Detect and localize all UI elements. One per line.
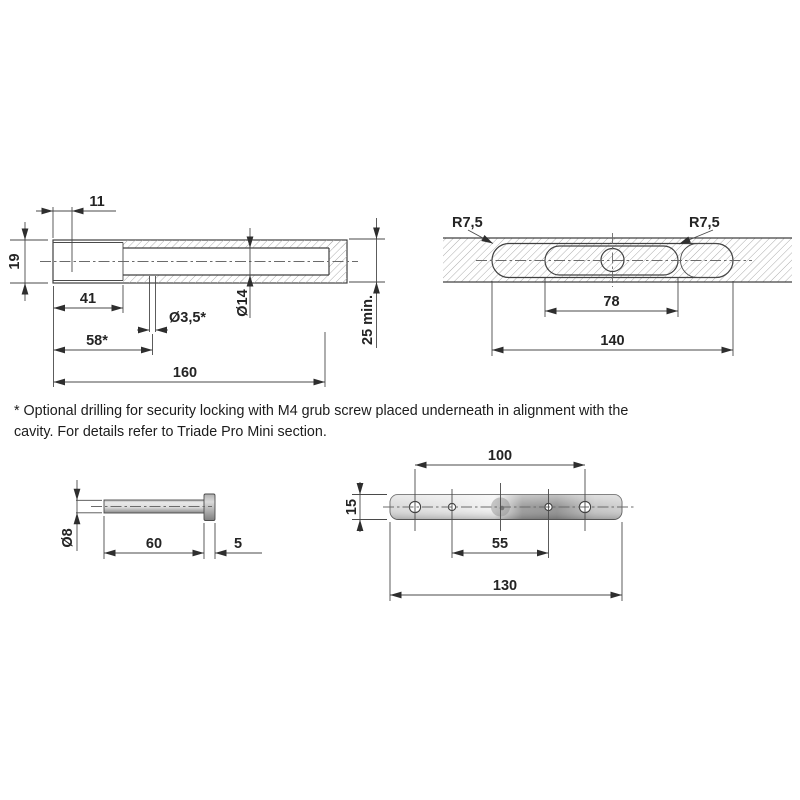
dim-78 — [545, 277, 678, 317]
dim-label-15: 15 — [344, 498, 360, 516]
dim-label-hole-dia: Ø3,5* — [169, 310, 207, 326]
dim-label-25-min: 25 min. — [360, 295, 376, 345]
mounting-plate-view — [344, 448, 634, 601]
dim-15 — [344, 482, 387, 532]
footnote — [14, 401, 628, 442]
pin-head — [204, 494, 215, 521]
dim-label-41: 41 — [79, 291, 97, 307]
dim-label-55: 55 — [491, 536, 509, 552]
dim-11 — [36, 194, 116, 238]
dim-55 — [452, 536, 549, 553]
dim-58 — [54, 333, 153, 355]
footnote-line-1: * Optional drilling for security locking with M4 grub screw placed underneath in alignment with the — [14, 403, 629, 419]
dim-label-160: 160 — [172, 365, 198, 381]
dim-pin-dia — [60, 480, 102, 551]
dim-label-pin-dia: Ø8 — [60, 528, 76, 548]
dim-label-78: 78 — [603, 294, 620, 310]
dim-25-min — [349, 218, 385, 348]
radius-label-left: R7,5 — [452, 215, 483, 231]
grub-screw-hole — [150, 276, 156, 332]
dim-label-140: 140 — [600, 333, 625, 349]
dim-label-5: 5 — [233, 536, 243, 552]
dim-label-60: 60 — [145, 536, 163, 552]
wall-cutout-view — [443, 215, 792, 356]
dim-label-130: 130 — [492, 578, 518, 594]
dim-label-58: 58* — [86, 333, 108, 349]
dim-60 — [104, 516, 204, 559]
dim-label-bore-dia: Ø14 — [235, 289, 251, 317]
dim-hole-dia — [137, 310, 206, 330]
dim-140 — [492, 281, 733, 356]
dim-41 — [54, 285, 124, 313]
handle-section-view — [7, 194, 385, 387]
footnote-line-2: cavity. For details refer to Triade Pro Mini section. — [14, 423, 327, 440]
radius-label-right: R7,5 — [689, 215, 720, 231]
dim-100 — [415, 448, 585, 465]
dim-5 — [215, 523, 262, 559]
dim-label-11: 11 — [89, 194, 105, 210]
dim-label-100: 100 — [487, 448, 513, 464]
pin-view — [60, 480, 262, 559]
dim-130 — [390, 522, 622, 601]
dim-label-19: 19 — [7, 253, 23, 270]
